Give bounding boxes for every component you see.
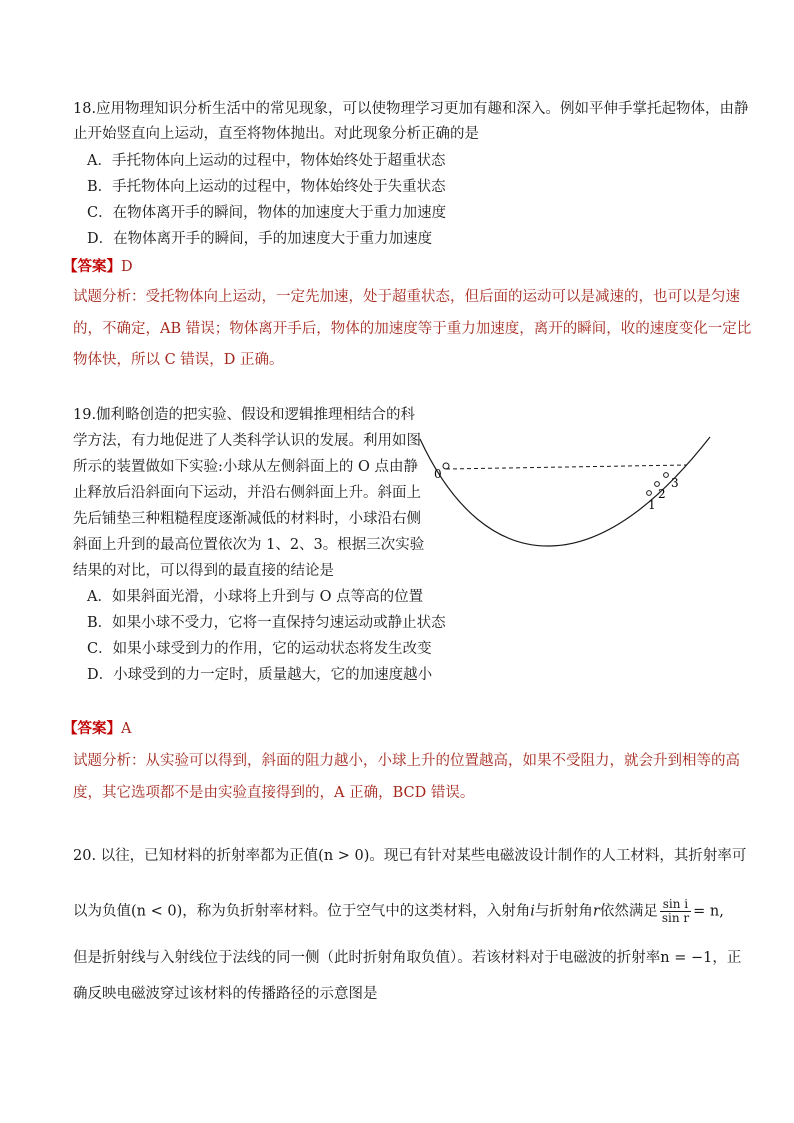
label-2: 2 xyxy=(658,487,666,501)
q20-line-2-text-a: 以为负值 xyxy=(73,903,131,920)
q19-answer xyxy=(63,719,131,739)
q19-analysis-line-2: 度，其它选项都不是由实验直接得到的，A 正确，BCD 错误。 xyxy=(73,785,475,801)
q20-line-2-text-c: 与折射角 xyxy=(534,903,593,920)
q19-option-d: D．小球受到的力一定时，质量越大，它的加速度越小 xyxy=(87,667,433,683)
q20-line-3-text-a: 但是折射线与入射线位于法线的同一侧（此时折射角取负值）。若该材料对于电磁波的折射率 xyxy=(73,950,661,966)
q20-line-1-text-b: 。现已有针对某些电磁波设计制作的人工材料，其折射率可 xyxy=(369,848,747,864)
ball-2 xyxy=(655,482,660,487)
q18-stem-line-2: 止开始竖直向上运动，直至将物体抛出。对此现象分析正确的是 xyxy=(73,126,479,142)
q20-frac-numerator: sin i xyxy=(660,898,691,912)
q18-option-d: D．在物体离开手的瞬间，手的加速度大于重力加速度 xyxy=(87,231,433,247)
curved-track xyxy=(420,437,710,546)
level-dashed-line xyxy=(446,465,686,469)
ball-o xyxy=(443,463,449,469)
q20-frac-denominator: sin r xyxy=(661,911,690,925)
q20-equals-n: = n, xyxy=(693,903,724,920)
q20-line-2 xyxy=(73,898,724,925)
q18-stem-line-1: 18.应用物理知识分析生活中的常见现象，可以使物理学习更加有趣和深入。例如平伸手掌托起物体，由静 xyxy=(73,101,749,117)
q19-stem-line-7: 结果的对比，可以得到的最直接的结论是 xyxy=(73,563,334,579)
q18-answer xyxy=(63,257,133,277)
q20-var-r: r xyxy=(592,903,600,920)
q19-option-a: A．如果斜面光滑，小球将上升到与 O 点等高的位置 xyxy=(87,589,424,605)
label-o: 0 xyxy=(434,467,442,481)
q19-option-c: C．如果小球受到力的作用，它的运动状态将发生改变 xyxy=(87,641,432,657)
ball-1 xyxy=(647,491,652,496)
q18-answer-value: D xyxy=(121,259,133,275)
q19-stem-line-3: 所示的装置做如下实验:小球从左侧斜面上的 O 点由静 xyxy=(73,459,418,475)
q19-answer-label: 【答案】 xyxy=(63,720,121,737)
q20-line-4: 确反映电磁波穿过该材料的传播路径的示意图是 xyxy=(73,986,378,1002)
q20-line-1-text-a: 20. 以往，已知材料的折射率都为正值 xyxy=(73,848,319,864)
q20-var-i: i xyxy=(530,903,535,920)
q18-analysis-line-2: 的，不确定，AB 错误；物体离开手后，物体的加速度等于重力加速度，离开的瞬间，收的速度变化一定比 xyxy=(73,321,752,337)
q19-stem-line-2: 学方法，有力地促进了人类科学认识的发展。利用如图 xyxy=(73,433,421,449)
q19-option-b: B．如果小球不受力，它将一直保持匀速运动或静止状态 xyxy=(87,615,446,631)
label-3: 3 xyxy=(671,476,679,490)
q20-sin-fraction xyxy=(660,898,691,925)
q20-line-2-text-d: 依然满足 xyxy=(599,903,658,920)
ball-3 xyxy=(664,473,669,478)
q18-analysis-line-1: 试题分析：受托物体向上运动，一定先加速，处于超重状态，但后面的运动可以是减速的，也可以是匀速 xyxy=(73,289,740,305)
q18-option-b: B．手托物体向上运动的过程中，物体始终处于失重状态 xyxy=(87,179,446,195)
q19-answer-value: A xyxy=(121,721,132,737)
q20-line-3-text-b: ，正 xyxy=(712,950,742,966)
q20-math-n-minus-one: n = −1 xyxy=(660,950,713,966)
q19-stem-line-4: 止释放后沿斜面向下运动，并沿右侧斜面上升。斜面上 xyxy=(73,485,421,501)
q20-line-2-text-b: ，称为负折射率材料。位于空气中的这类材料，入射角 xyxy=(182,903,531,920)
incline-experiment-figure xyxy=(418,425,718,555)
label-1: 1 xyxy=(648,498,656,512)
q18-analysis-line-3: 物体快，所以 C 错误，D 正确。 xyxy=(73,352,284,368)
q19-stem-line-6: 斜面上升到的最高位置依次为 1、2、3。根据三次实验 xyxy=(73,537,425,553)
q18-answer-label: 【答案】 xyxy=(63,258,121,275)
q20-line-1 xyxy=(73,846,746,866)
q19-stem-line-5: 先后铺垫三种粗糙程度逐渐减低的材料时，小球沿右侧 xyxy=(73,511,421,527)
q19-analysis-line-1: 试题分析：从实验可以得到，斜面的阻力越小，小球上升的位置越高，如果不受阻力，就会升到相等的高 xyxy=(73,753,740,769)
q18-option-c: C．在物体离开手的瞬间，物体的加速度大于重力加速度 xyxy=(87,205,447,221)
q20-math-n-negative: (n < 0) xyxy=(131,903,183,920)
q20-line-3 xyxy=(73,948,741,968)
q20-math-n-positive: (n > 0) xyxy=(318,848,370,864)
q19-stem-line-1: 19.伽利略创造的把实验、假设和逻辑推理相结合的科 xyxy=(73,407,416,423)
q18-option-a: A．手托物体向上运动的过程中，物体始终处于超重状态 xyxy=(87,153,446,169)
